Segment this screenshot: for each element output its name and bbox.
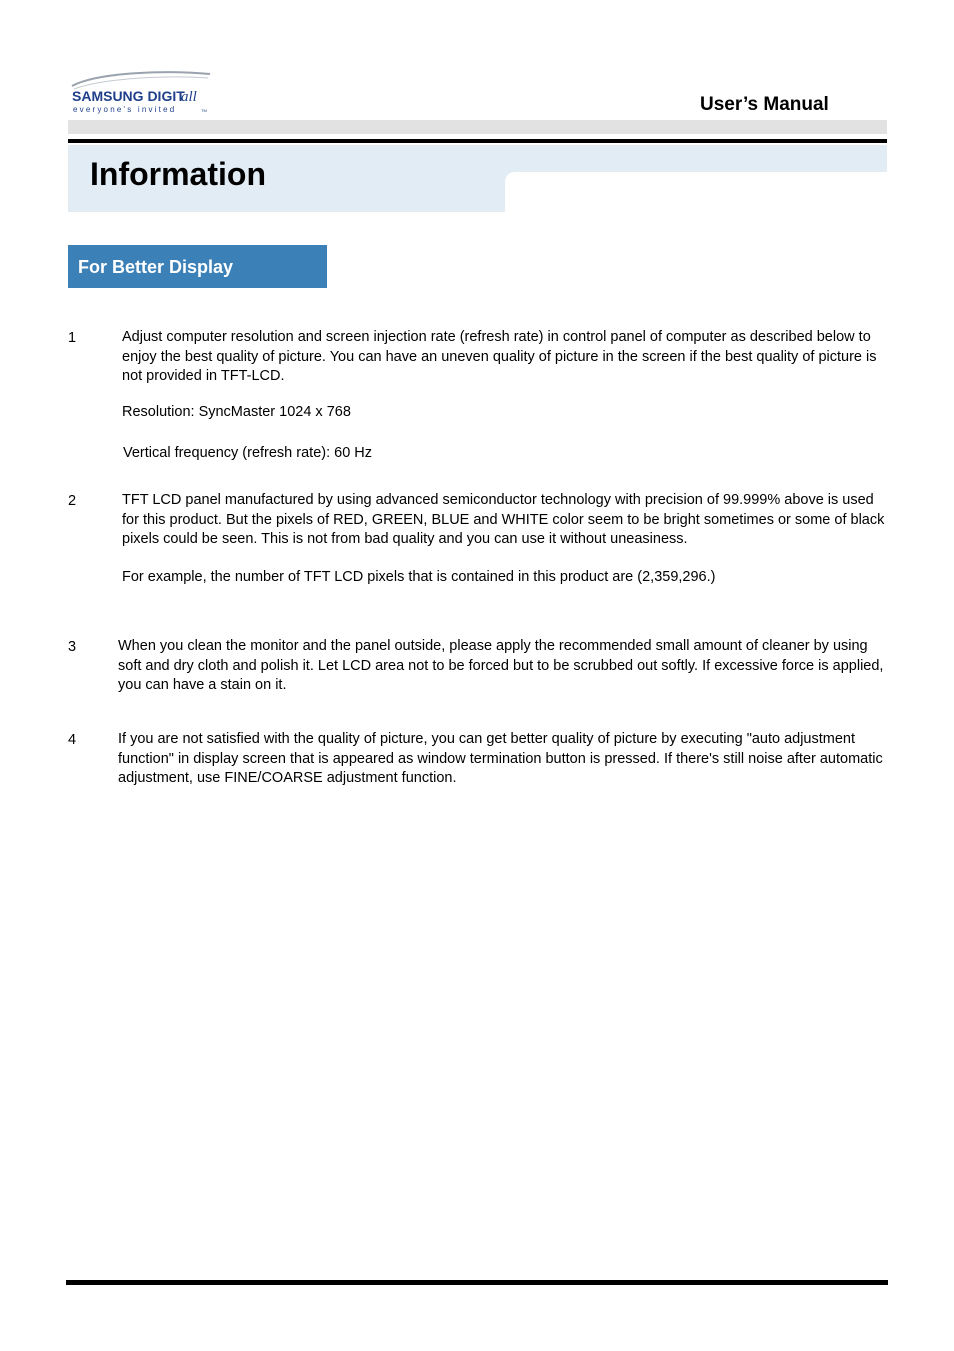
item-number: 4 — [68, 732, 77, 748]
page-title: Information — [90, 156, 266, 192]
pixel-count-line: For example, the number of TFT LCD pixels that is contained in this product are (2,359,296.) — [122, 569, 716, 585]
header-grey-bar — [68, 120, 887, 134]
logo-brand-suffix: all — [181, 89, 197, 105]
samsung-digitall-logo — [68, 70, 214, 116]
logo-brand-text: SAMSUNG DIGIT — [72, 88, 185, 104]
header-black-rule — [68, 139, 887, 143]
item-number: 1 — [68, 330, 77, 346]
section-header-for-better-display: For Better Display — [68, 245, 327, 288]
resolution-line: Resolution: SyncMaster 1024 x 768 — [122, 404, 351, 420]
footer-black-rule — [66, 1280, 888, 1285]
item-text: When you clean the monitor and the panel outside, please apply the recommended small amount of cleaner by using soft and dry cloth and polish it. Let LCD area not to be forced but to be scrubbed out softly. If excessive force is applied, you can have a stain on it. — [118, 638, 884, 693]
logo-tagline: everyone's invited — [73, 105, 177, 114]
refresh-rate-line: Vertical frequency (refresh rate): 60 Hz — [123, 445, 373, 461]
item-number: 2 — [68, 493, 77, 509]
item-text: Adjust computer resolution and screen injection rate (refresh rate) in control panel of computer as described below to enjoy the best quality of picture. You can have an uneven quality of picture in the screen if the best quality of picture is not provided in TFT-LCD. — [122, 329, 877, 384]
item-text: TFT LCD panel manufactured by using advanced semiconductor technology with precision of 99.999% above is used for this product. But the pixels of RED, GREEN, BLUE and WHITE color seem to be bright sometimes or some of black pixels could be seen. This is not from bad quality and you can use it without uneasiness. — [122, 492, 885, 547]
manual-title: User’s Manual — [700, 94, 829, 115]
item-text: If you are not satisfied with the quality of picture, you can get better quality of picture by executing "auto adjustment function" in display screen that is appeared as window termination button is pressed. If there's still noise after automatic adjustment, use FINE/COARSE adjustment function. — [118, 731, 883, 786]
item-number: 3 — [68, 639, 77, 655]
logo-tm: TM — [201, 108, 207, 113]
